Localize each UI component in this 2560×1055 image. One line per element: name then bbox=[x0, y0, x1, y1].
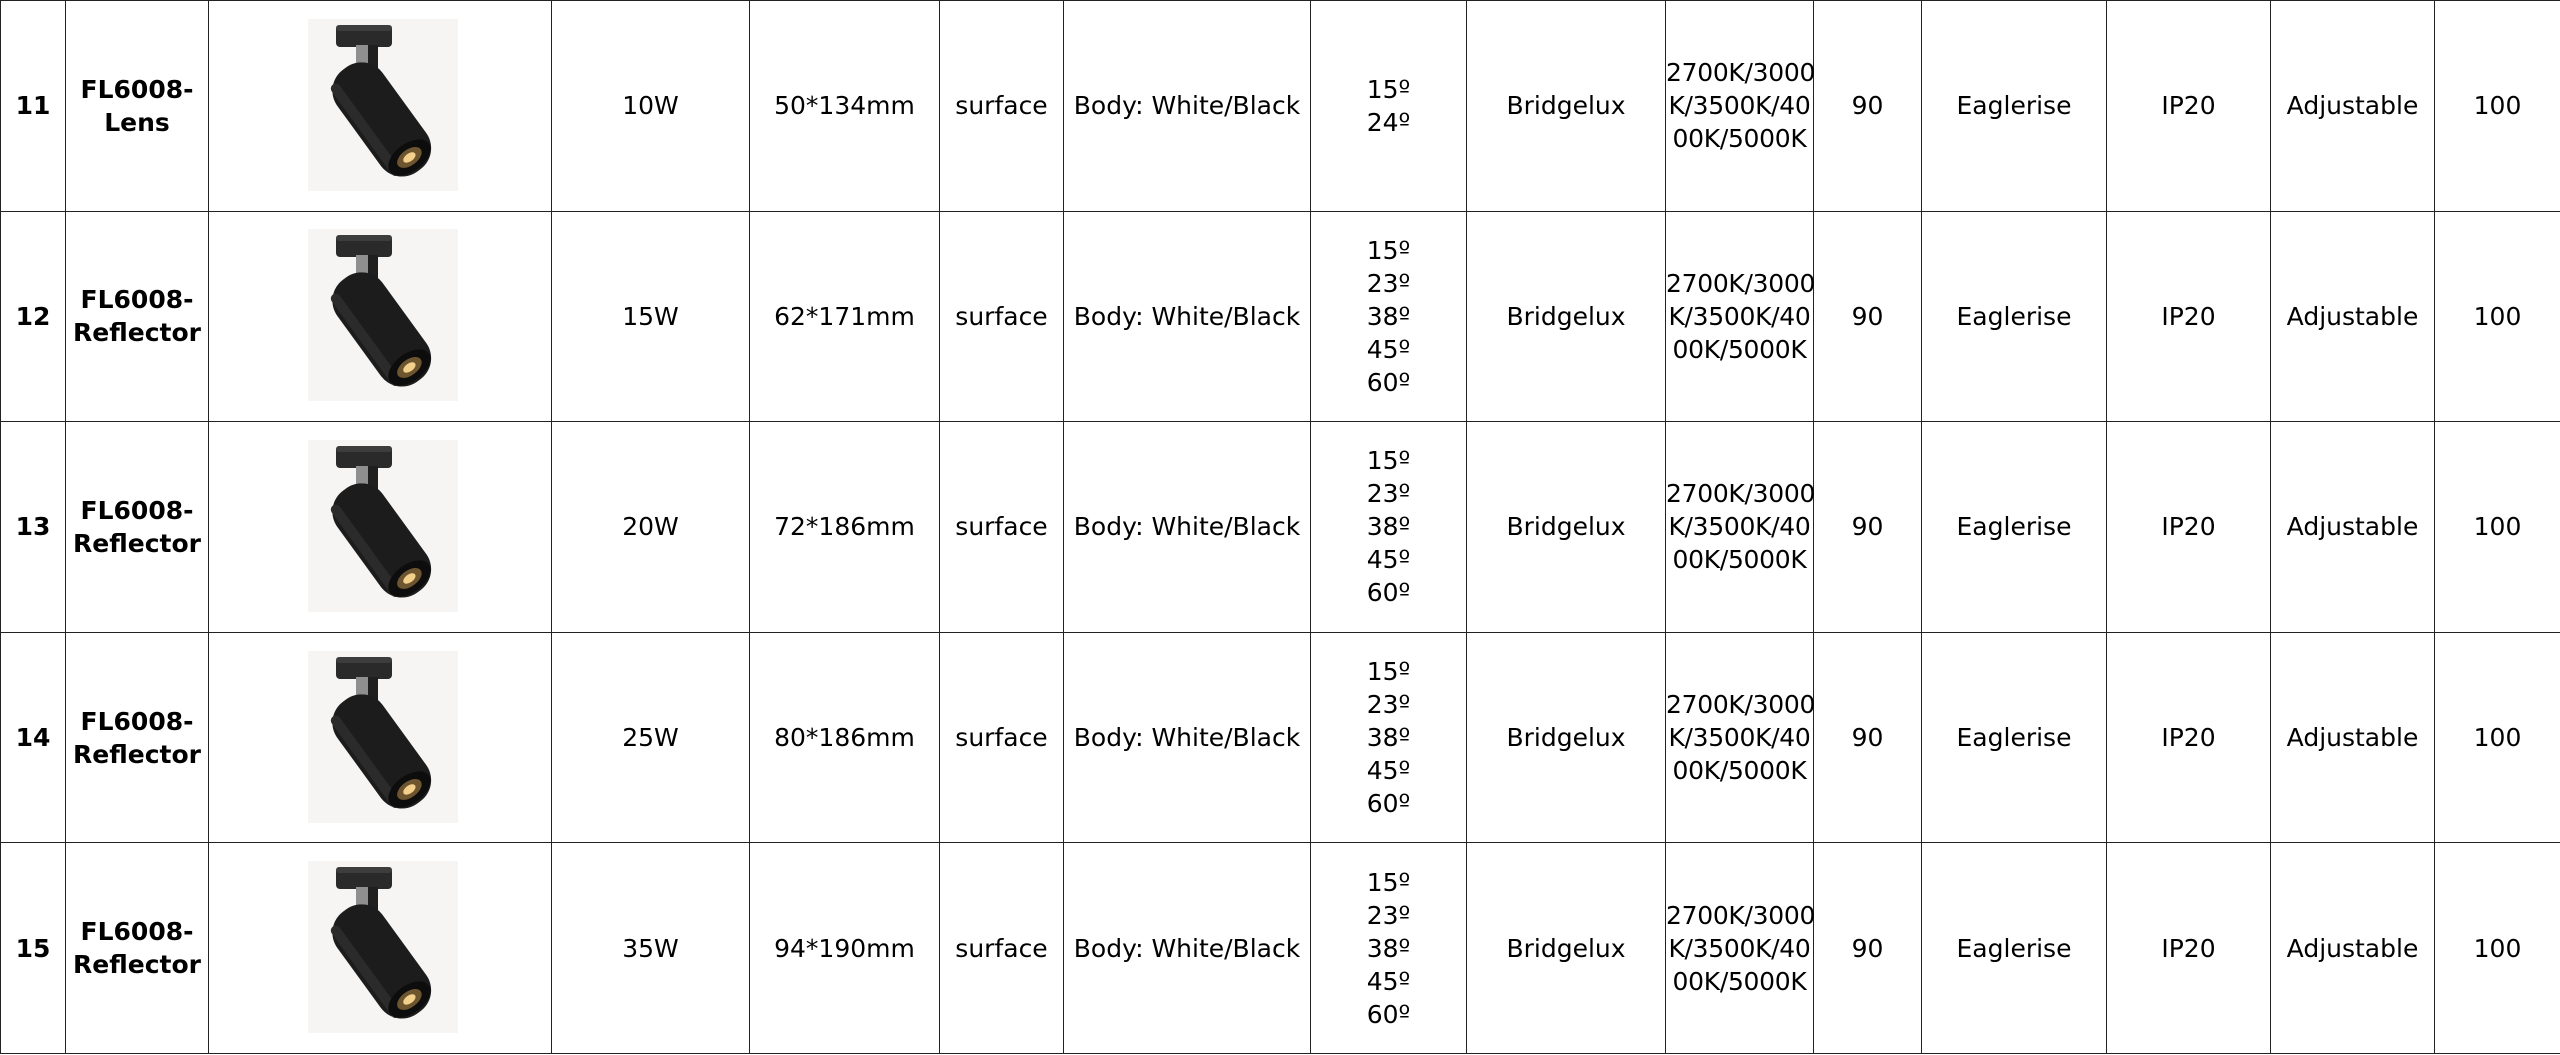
beam-angle: 15º bbox=[1366, 867, 1411, 897]
cri: 90 bbox=[1814, 632, 1922, 843]
mounting-type: surface bbox=[940, 1, 1064, 212]
model-name bbox=[66, 843, 209, 1054]
power: 25W bbox=[552, 632, 750, 843]
cct-line: 2700K/3000 bbox=[1666, 268, 1816, 298]
color-temperature bbox=[1666, 1, 1814, 212]
item-number: 15 bbox=[1, 843, 66, 1054]
table-row bbox=[1, 1, 2560, 212]
spotlight-icon bbox=[300, 438, 460, 616]
led-chip: Bridgelux bbox=[1467, 211, 1666, 422]
ip-rating: IP20 bbox=[2107, 1, 2271, 212]
cct-line: 2700K/3000 bbox=[1666, 900, 1816, 930]
cri: 90 bbox=[1814, 422, 1922, 633]
lifetime: 100 bbox=[2435, 843, 2560, 1054]
adjustability: Adjustable bbox=[2271, 422, 2435, 633]
product-image-cell bbox=[209, 1, 552, 212]
model-line: FL6008- bbox=[80, 917, 194, 947]
dimensions: 62*171mm bbox=[750, 211, 940, 422]
spotlight-image bbox=[209, 649, 551, 827]
cct-line: 2700K/3000 bbox=[1666, 58, 1816, 88]
cct-line: 2700K/3000 bbox=[1666, 690, 1816, 720]
beam-angle: 15º bbox=[1366, 235, 1411, 265]
model-name bbox=[66, 632, 209, 843]
cct-line: 00K/5000K bbox=[1672, 334, 1807, 364]
color-temperature bbox=[1666, 422, 1814, 633]
spotlight-image bbox=[209, 859, 551, 1037]
cct-line: K/3500K/40 bbox=[1668, 723, 1811, 753]
cri: 90 bbox=[1814, 1, 1922, 212]
beam-angle: 60º bbox=[1366, 367, 1411, 397]
table-row bbox=[1, 422, 2560, 633]
cct-line: K/3500K/40 bbox=[1668, 933, 1811, 963]
body-color: Body: White/Black bbox=[1064, 1, 1311, 212]
beam-angles bbox=[1311, 632, 1467, 843]
dimensions: 80*186mm bbox=[750, 632, 940, 843]
ip-rating: IP20 bbox=[2107, 632, 2271, 843]
beam-angle: 45º bbox=[1366, 545, 1411, 575]
driver: Eaglerise bbox=[1922, 211, 2107, 422]
led-chip: Bridgelux bbox=[1467, 632, 1666, 843]
model-line: Reflector bbox=[73, 739, 201, 769]
led-chip: Bridgelux bbox=[1467, 843, 1666, 1054]
adjustability: Adjustable bbox=[2271, 211, 2435, 422]
cct-line: K/3500K/40 bbox=[1668, 512, 1811, 542]
beam-angle: 23º bbox=[1366, 690, 1411, 720]
beam-angle: 60º bbox=[1366, 789, 1411, 819]
mounting-type: surface bbox=[940, 211, 1064, 422]
body-color: Body: White/Black bbox=[1064, 632, 1311, 843]
cct-line: 00K/5000K bbox=[1672, 545, 1807, 575]
color-temperature bbox=[1666, 211, 1814, 422]
led-chip: Bridgelux bbox=[1467, 1, 1666, 212]
spotlight-image bbox=[209, 227, 551, 405]
table-row bbox=[1, 632, 2560, 843]
model-line: Reflector bbox=[73, 318, 201, 348]
item-number: 12 bbox=[1, 211, 66, 422]
power: 10W bbox=[552, 1, 750, 212]
model-line: Lens bbox=[104, 107, 170, 137]
item-number: 11 bbox=[1, 1, 66, 212]
beam-angles bbox=[1311, 422, 1467, 633]
beam-angles bbox=[1311, 843, 1467, 1054]
beam-angle: 45º bbox=[1366, 966, 1411, 996]
beam-angle: 60º bbox=[1366, 999, 1411, 1029]
cct-line: 00K/5000K bbox=[1672, 756, 1807, 786]
spotlight-icon bbox=[300, 17, 460, 195]
power: 35W bbox=[552, 843, 750, 1054]
table-body bbox=[1, 1, 2560, 1054]
model-line: FL6008- bbox=[80, 495, 194, 525]
beam-angle: 45º bbox=[1366, 334, 1411, 364]
lifetime: 100 bbox=[2435, 632, 2560, 843]
cri: 90 bbox=[1814, 843, 1922, 1054]
product-image-cell bbox=[209, 843, 552, 1054]
product-image-cell bbox=[209, 422, 552, 633]
beam-angle: 15º bbox=[1366, 74, 1411, 104]
model-line: FL6008- bbox=[80, 706, 194, 736]
driver: Eaglerise bbox=[1922, 422, 2107, 633]
power: 20W bbox=[552, 422, 750, 633]
lifetime: 100 bbox=[2435, 1, 2560, 212]
driver: Eaglerise bbox=[1922, 843, 2107, 1054]
color-temperature bbox=[1666, 843, 1814, 1054]
power: 15W bbox=[552, 211, 750, 422]
ip-rating: IP20 bbox=[2107, 422, 2271, 633]
adjustability: Adjustable bbox=[2271, 843, 2435, 1054]
body-color: Body: White/Black bbox=[1064, 843, 1311, 1054]
mounting-type: surface bbox=[940, 843, 1064, 1054]
beam-angle: 38º bbox=[1366, 301, 1411, 331]
mounting-type: surface bbox=[940, 422, 1064, 633]
lifetime: 100 bbox=[2435, 211, 2560, 422]
beam-angle: 15º bbox=[1366, 446, 1411, 476]
model-name bbox=[66, 422, 209, 633]
beam-angle: 24º bbox=[1366, 107, 1411, 137]
cct-line: K/3500K/40 bbox=[1668, 301, 1811, 331]
model-line: Reflector bbox=[73, 528, 201, 558]
beam-angle: 23º bbox=[1366, 479, 1411, 509]
cct-line: 2700K/3000 bbox=[1666, 479, 1816, 509]
driver: Eaglerise bbox=[1922, 632, 2107, 843]
beam-angle: 23º bbox=[1366, 900, 1411, 930]
driver: Eaglerise bbox=[1922, 1, 2107, 212]
model-line: Reflector bbox=[73, 950, 201, 980]
beam-angles bbox=[1311, 1, 1467, 212]
model-name bbox=[66, 211, 209, 422]
table-row bbox=[1, 211, 2560, 422]
item-number: 13 bbox=[1, 422, 66, 633]
beam-angle: 23º bbox=[1366, 268, 1411, 298]
dimensions: 50*134mm bbox=[750, 1, 940, 212]
product-image-cell bbox=[209, 632, 552, 843]
ip-rating: IP20 bbox=[2107, 211, 2271, 422]
model-line: FL6008- bbox=[80, 74, 194, 104]
dimensions: 72*186mm bbox=[750, 422, 940, 633]
mounting-type: surface bbox=[940, 632, 1064, 843]
cct-line: 00K/5000K bbox=[1672, 966, 1807, 996]
adjustability: Adjustable bbox=[2271, 1, 2435, 212]
dimensions: 94*190mm bbox=[750, 843, 940, 1054]
led-chip: Bridgelux bbox=[1467, 422, 1666, 633]
spotlight-icon bbox=[300, 859, 460, 1037]
body-color: Body: White/Black bbox=[1064, 422, 1311, 633]
cri: 90 bbox=[1814, 211, 1922, 422]
lifetime: 100 bbox=[2435, 422, 2560, 633]
spotlight-icon bbox=[300, 227, 460, 405]
spotlight-icon bbox=[300, 649, 460, 827]
beam-angle: 15º bbox=[1366, 657, 1411, 687]
product-image-cell bbox=[209, 211, 552, 422]
ip-rating: IP20 bbox=[2107, 843, 2271, 1054]
cct-line: K/3500K/40 bbox=[1668, 91, 1811, 121]
beam-angle: 60º bbox=[1366, 578, 1411, 608]
model-name bbox=[66, 1, 209, 212]
table-row bbox=[1, 843, 2560, 1054]
beam-angle: 45º bbox=[1366, 756, 1411, 786]
beam-angle: 38º bbox=[1366, 512, 1411, 542]
model-line: FL6008- bbox=[80, 285, 194, 315]
beam-angle: 38º bbox=[1366, 723, 1411, 753]
spotlight-image bbox=[209, 438, 551, 616]
color-temperature bbox=[1666, 632, 1814, 843]
beam-angles bbox=[1311, 211, 1467, 422]
body-color: Body: White/Black bbox=[1064, 211, 1311, 422]
cct-line: 00K/5000K bbox=[1672, 124, 1807, 154]
adjustability: Adjustable bbox=[2271, 632, 2435, 843]
item-number: 14 bbox=[1, 632, 66, 843]
beam-angle: 38º bbox=[1366, 933, 1411, 963]
spotlight-image bbox=[209, 17, 551, 195]
